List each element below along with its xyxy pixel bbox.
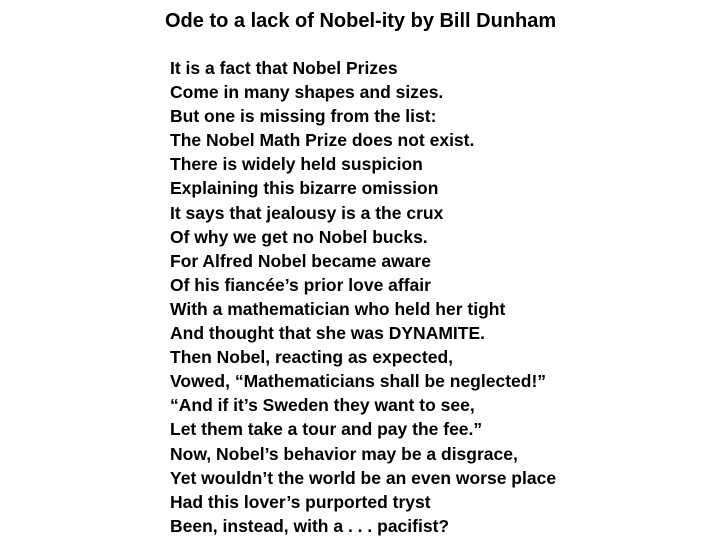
poem-line: Had this lover’s purported tryst [170, 491, 431, 512]
poem-line: Yet wouldn’t the world be an even worse place [170, 467, 557, 488]
poem-line: Vowed, “Mathematicians shall be neglected!” [170, 371, 547, 392]
poem-line: Now, Nobel’s behavior may be a disgrace, [170, 443, 518, 464]
poem-line: It says that jealousy is a the crux [170, 202, 444, 223]
poem-line: Explaining this bizarre omission [170, 178, 439, 199]
poem-line: Of his fiancée’s prior love affair [170, 274, 431, 295]
poem-line: For Alfred Nobel became aware [170, 250, 431, 271]
poem-line: With a mathematician who held her tight [170, 298, 506, 319]
poem-line: But one is missing from the list: [170, 106, 437, 127]
poem-title: Ode to a lack of Nobel-ity by Bill Dunham [165, 10, 557, 32]
poem-line: Been, instead, with a . . . pacifist? [170, 515, 450, 536]
poem-line: “And if it’s Sweden they want to see, [170, 395, 475, 416]
poem-line: Come in many shapes and sizes. [170, 82, 444, 103]
poem-body [170, 56, 556, 538]
poem-line: There is widely held suspicion [170, 154, 423, 175]
poem-line: Let them take a tour and pay the fee.” [170, 419, 483, 440]
poem-line: It is a fact that Nobel Prizes [170, 58, 398, 78]
poem-line: The Nobel Math Prize does not exist. [170, 130, 475, 151]
poem-line: Then Nobel, reacting as expected, [170, 347, 453, 368]
poem-line: Of why we get no Nobel bucks. [170, 226, 428, 247]
poem-line: And thought that she was DYNAMITE. [170, 323, 485, 344]
